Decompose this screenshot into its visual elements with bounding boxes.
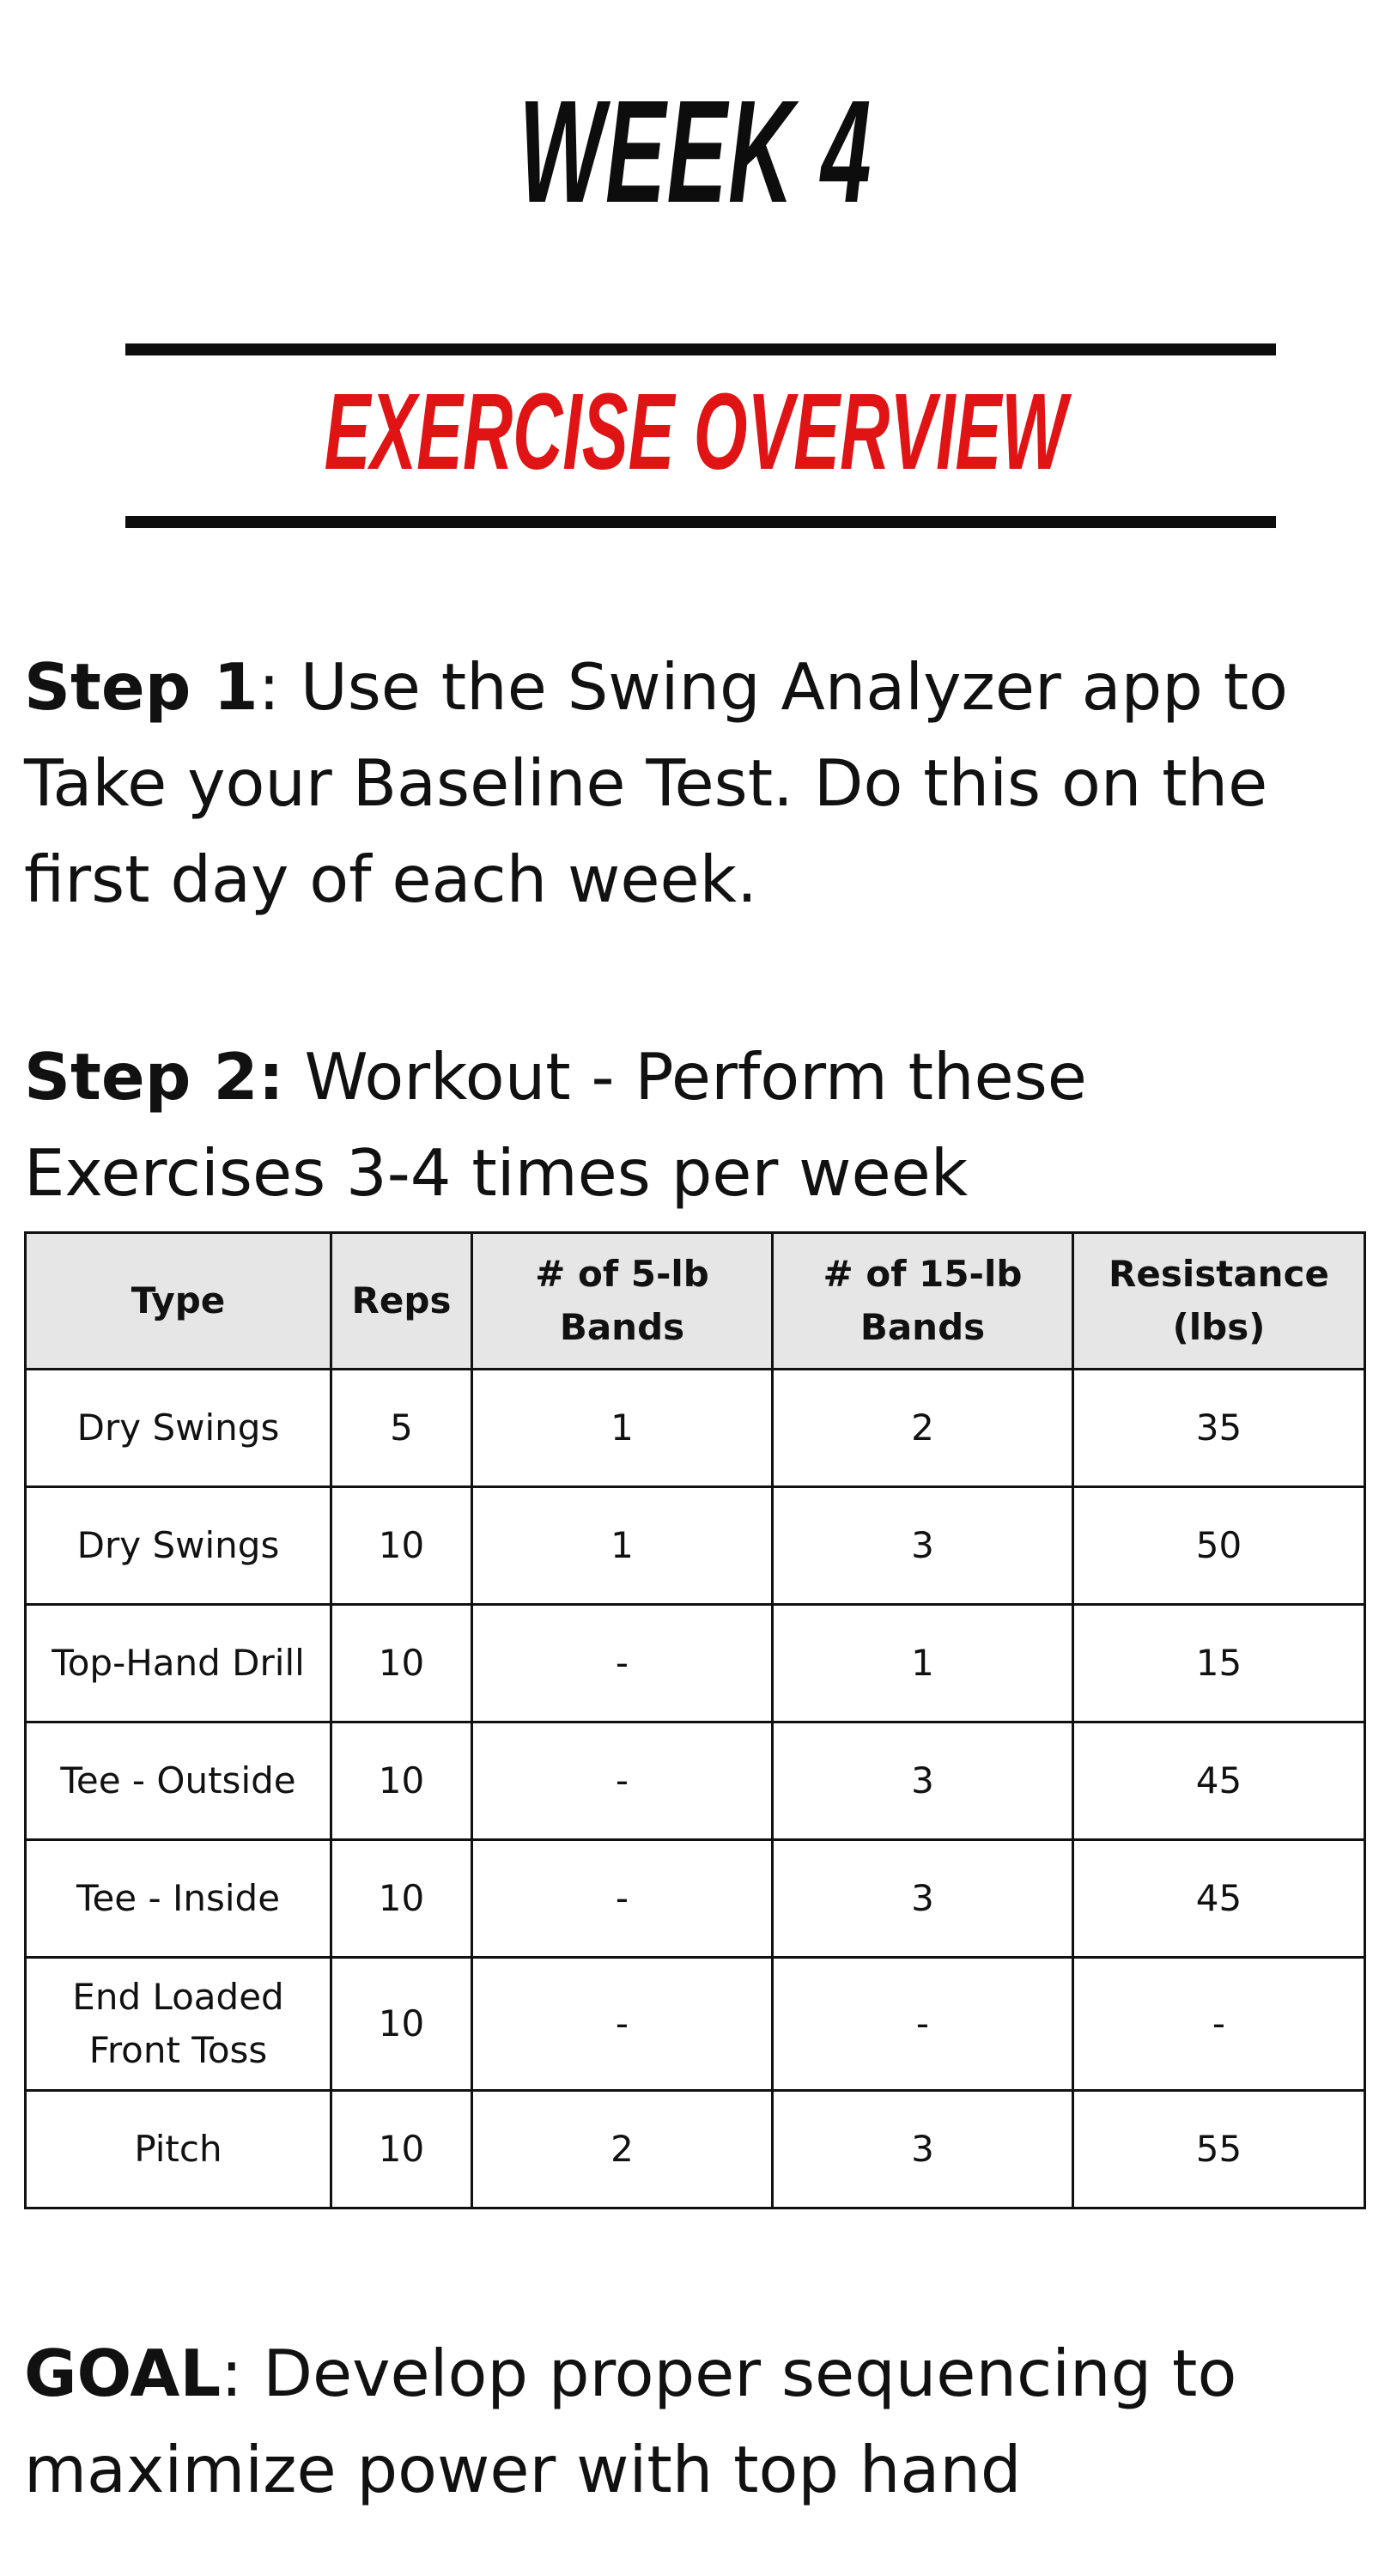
cell-resistance: 45 bbox=[1073, 1840, 1365, 1958]
header-5lb-bands: # of 5-lb Bands bbox=[472, 1233, 773, 1370]
workout-table bbox=[24, 1231, 1366, 2209]
cell-5lb-bands: 2 bbox=[472, 2091, 773, 2208]
title-rule-bottom bbox=[125, 516, 1276, 528]
cell-resistance: 35 bbox=[1073, 1370, 1365, 1487]
header-type: Type bbox=[26, 1233, 331, 1370]
table-row bbox=[26, 1487, 1365, 1605]
cell-reps: 5 bbox=[331, 1370, 472, 1487]
cell-15lb-bands: 2 bbox=[773, 1370, 1073, 1487]
step-1-text: : Use the Swing Analyzer app to Take your Baseline Test. Do this on the first day of each week. bbox=[24, 649, 1288, 917]
cell-reps: 10 bbox=[331, 1722, 472, 1840]
step-2-paragraph bbox=[24, 1029, 1364, 1221]
cell-resistance: - bbox=[1073, 1958, 1365, 2091]
cell-reps: 10 bbox=[331, 1958, 472, 2091]
cell-15lb-bands: 3 bbox=[773, 1487, 1073, 1605]
header-resistance: Resistance (lbs) bbox=[1073, 1233, 1365, 1370]
cell-reps: 10 bbox=[331, 1605, 472, 1722]
title-rule-top bbox=[125, 343, 1276, 355]
cell-resistance: 15 bbox=[1073, 1605, 1365, 1722]
cell-type: End Loaded Front Toss bbox=[26, 1958, 331, 2091]
header-reps: Reps bbox=[331, 1233, 472, 1370]
cell-type: Pitch bbox=[26, 2091, 331, 2208]
cell-type: Tee - Outside bbox=[26, 1722, 331, 1840]
goal-paragraph bbox=[24, 2325, 1364, 2518]
cell-15lb-bands: 3 bbox=[773, 2091, 1073, 2208]
step-2-text: Workout - Perform these Exercises 3-4 times per week bbox=[24, 1039, 1087, 1211]
cell-resistance: 55 bbox=[1073, 2091, 1365, 2208]
table-row bbox=[26, 1958, 1365, 2091]
table-row bbox=[26, 1605, 1365, 1722]
cell-5lb-bands: - bbox=[472, 1958, 773, 2091]
cell-15lb-bands: 3 bbox=[773, 1840, 1073, 1958]
cell-5lb-bands: 1 bbox=[472, 1370, 773, 1487]
table-header-row bbox=[26, 1233, 1365, 1370]
cell-5lb-bands: - bbox=[472, 1722, 773, 1840]
table-row bbox=[26, 2091, 1365, 2208]
table-row bbox=[26, 1370, 1365, 1487]
cell-15lb-bands: 1 bbox=[773, 1605, 1073, 1722]
cell-resistance: 45 bbox=[1073, 1722, 1365, 1840]
cell-type: Dry Swings bbox=[26, 1487, 331, 1605]
table-row bbox=[26, 1840, 1365, 1958]
header-15lb-bands: # of 15-lb Bands bbox=[773, 1233, 1073, 1370]
cell-15lb-bands: 3 bbox=[773, 1722, 1073, 1840]
cell-type: Tee - Inside bbox=[26, 1840, 331, 1958]
page-subtitle: EXERCISE OVERVIEW bbox=[324, 371, 1067, 492]
page-title: WEEK 4 bbox=[519, 70, 872, 234]
cell-resistance: 50 bbox=[1073, 1487, 1365, 1605]
cell-reps: 10 bbox=[331, 1840, 472, 1958]
cell-5lb-bands: - bbox=[472, 1840, 773, 1958]
step-1-label: Step 1 bbox=[24, 649, 258, 725]
cell-reps: 10 bbox=[331, 1487, 472, 1605]
step-2-label: Step 2: bbox=[24, 1039, 284, 1115]
cell-reps: 10 bbox=[331, 2091, 472, 2208]
cell-type: Top-Hand Drill bbox=[26, 1605, 331, 1722]
step-1-paragraph bbox=[24, 639, 1364, 927]
table-row bbox=[26, 1722, 1365, 1840]
cell-5lb-bands: 1 bbox=[472, 1487, 773, 1605]
goal-text: : Develop proper sequencing to maximize power with top hand bbox=[24, 2336, 1237, 2507]
cell-15lb-bands: - bbox=[773, 1958, 1073, 2091]
cell-type: Dry Swings bbox=[26, 1370, 331, 1487]
cell-5lb-bands: - bbox=[472, 1605, 773, 1722]
goal-label: GOAL bbox=[24, 2336, 222, 2411]
